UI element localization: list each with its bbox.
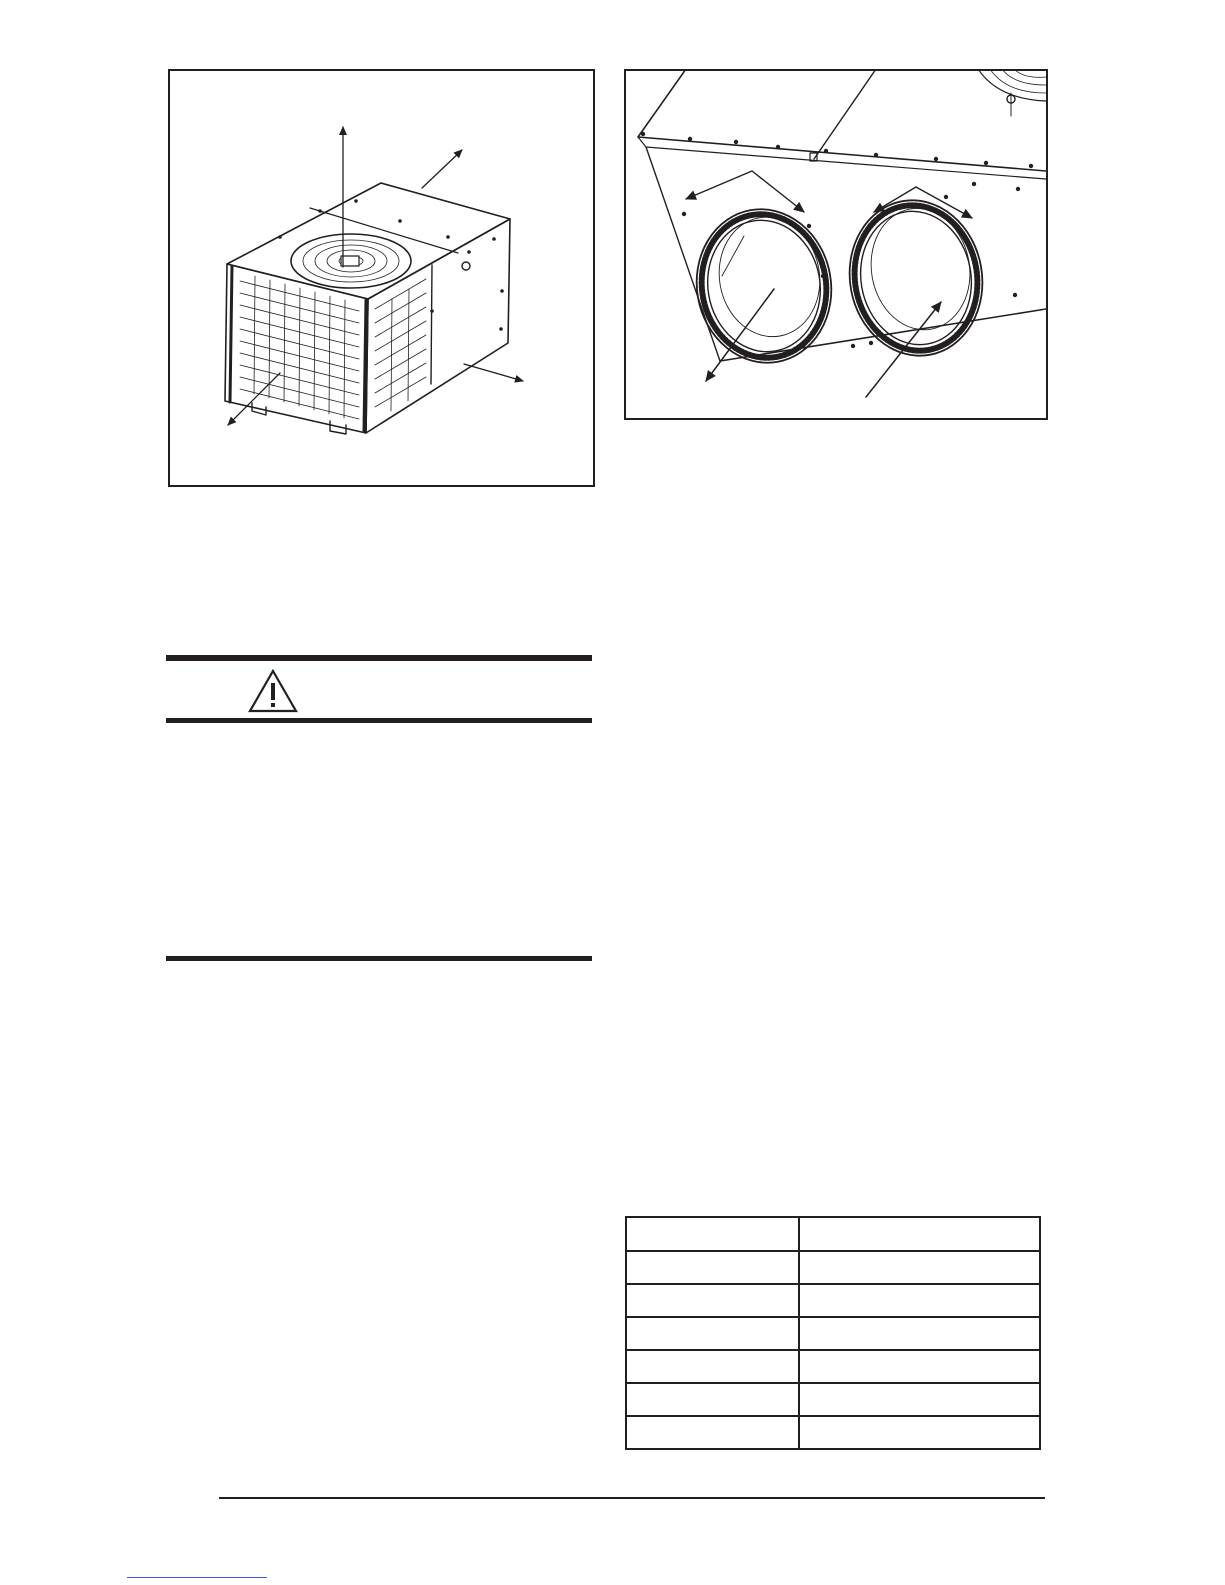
table-cell	[799, 1317, 1040, 1350]
warning-box-top-rule	[166, 655, 592, 661]
table-cell	[626, 1416, 799, 1449]
table-cell	[799, 1416, 1040, 1449]
table-cell	[799, 1383, 1040, 1416]
table-header-row	[626, 1217, 1040, 1251]
table-header-cell	[626, 1217, 799, 1251]
table-cell	[626, 1317, 799, 1350]
table-row	[626, 1251, 1040, 1284]
table-header-cell	[799, 1217, 1040, 1251]
figure-unit-isometric	[168, 69, 595, 487]
table-cell	[626, 1383, 799, 1416]
table-cell	[799, 1350, 1040, 1383]
table-cell	[626, 1350, 799, 1383]
footer-rule	[219, 1497, 1045, 1499]
table-cell	[799, 1284, 1040, 1317]
duct-collars-illustration	[626, 71, 1046, 418]
table-cell	[799, 1251, 1040, 1284]
packaged-unit-illustration	[170, 71, 593, 485]
table-row	[626, 1383, 1040, 1416]
figure-duct-collars	[624, 69, 1048, 420]
table-row	[626, 1416, 1040, 1449]
warning-triangle-icon	[247, 668, 299, 714]
table-row	[626, 1317, 1040, 1350]
footer-link-underline[interactable]	[127, 1577, 267, 1578]
table-row	[626, 1350, 1040, 1383]
table-row	[626, 1284, 1040, 1317]
warning-box-header-rule	[166, 718, 592, 723]
warning-box-bottom-rule	[166, 956, 592, 961]
data-table	[625, 1216, 1041, 1450]
table-cell	[626, 1284, 799, 1317]
table-cell	[626, 1251, 799, 1284]
